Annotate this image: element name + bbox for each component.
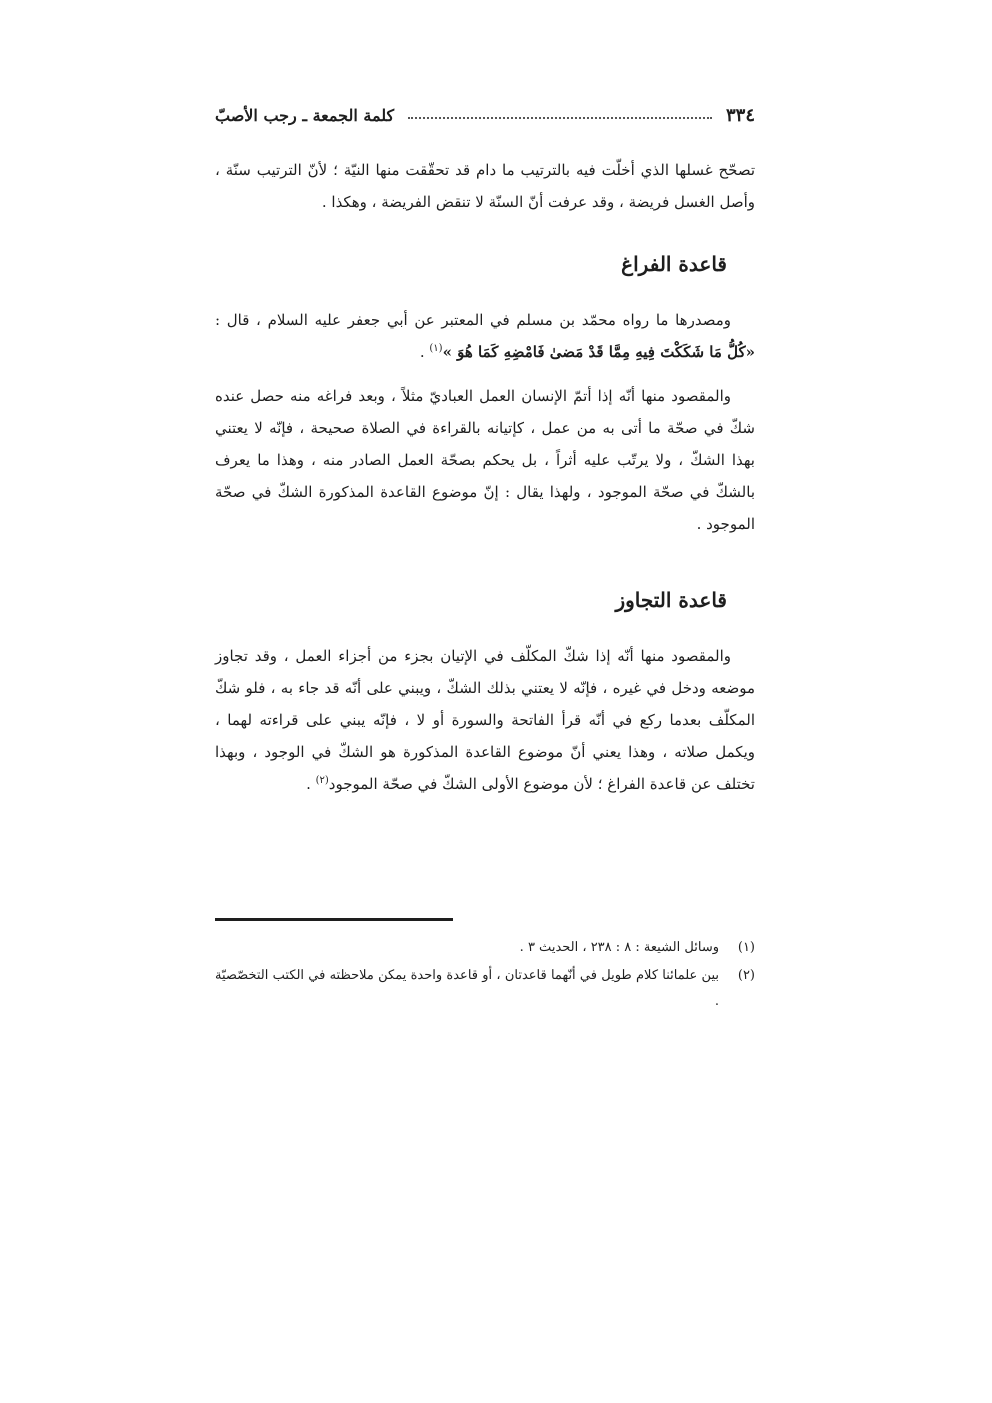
hadith-quote: «كُلُّ مَا شَكَكْتَ فِيهِ مِمَّا قَدْ مَضىٰ فَامْضِهِ كَمَا هُوَ » [442,343,755,361]
source-intro: ومصدرها ما رواه محمّد بن مسلم في المعتبر عن أبي جعفر عليه السلام ، قال : [215,311,731,329]
sentence-end: . [419,343,430,361]
paragraph-2 [215,304,755,368]
paragraph-4 [215,640,755,800]
footnote-ref-1[interactable]: (١) [429,343,443,354]
book-page [215,0,755,1403]
paragraph-text [215,304,755,368]
footnote-number: (٢) [737,968,755,983]
footnote-text: وسائل الشيعة : ٨ : ٢٣٨ ، الحديث ٣ . [519,940,719,955]
footnote-item [215,935,755,961]
footnote-divider [215,918,453,921]
page-number: ٣٣٤ [725,104,755,126]
page-header [215,100,755,130]
section-tajawuz [215,588,755,612]
paragraph-text: والمقصود منها أنّه إذا أتمّ الإنسان العمل العباديّ مثلاً ، وبعد فراغه منه حصل عنده شكّ في صحّة ما أتى به من عمل ، كإتيانه بالقراءة في الصلاة صحيحة ، فإنّه لا يعتني بهذا الشكّ ، ولا يرتّب عليه أثراً ، بل يحكم بصحّة العمل الصادر منه ، وهذا ما يعرف بالشكّ في صحّة الموجود ، ولهذا يقال : إنّ موضوع القاعدة المذكورة الشكّ في صحّة الموجود . [215,387,755,533]
sentence-end: . [306,775,316,793]
section-heading: قاعدة التجاوز [615,588,727,612]
paragraph-text [215,640,755,800]
footnote-ref-2[interactable]: (٢) [315,775,329,786]
paragraph-body: والمقصود منها أنّه إذا شكّ المكلّف في الإتيان بجزء من أجزاء العمل ، وقد تجاوز موضعه ودخل في غيره ، فإنّه لا يعتني بذلك الشكّ ، ويبني على أنّه قد جاء به ، فلو شكّ المكلّف بعدما ركع في أنّه قرأ الفاتحة والسورة أو لا ، فإنّه يبني على قراءته لهما ، ويكمل صلاته ، وهذا يعني أنّ موضوع القاعدة المذكورة هو الشكّ في الوجود ، وبهذا تختلف عن قاعدة الفراغ ؛ لأن موضوع الأولى الشكّ في صحّة الموجود [215,647,755,793]
header-leader-dots [408,117,712,119]
running-title: كلمة الجمعة ـ رجب الأصبّ [215,105,395,125]
footnote-number: (١) [737,940,755,955]
section-heading: قاعدة الفراغ [621,252,727,276]
section-faragh [215,252,755,276]
footnote-text: بين علمائنا كلام طويل في أنّهما قاعدتان ، أو قاعدة واحدة يمكن ملاحظته في الكتب التخصّصيّة . [215,968,719,1009]
paragraph-1 [215,154,755,218]
paragraph-text: تصحّح غسلها الذي أخلّت فيه بالترتيب ما دام قد تحقّقت منها النيّة ؛ لأنّ الترتيب سنّة ، وأصل الغسل فريضة ، وقد عرفت أنّ السنّة لا تنقض الفريضة ، وهكذا . [215,161,755,211]
paragraph-3 [215,380,755,540]
footnote-item [215,963,755,1015]
footnotes [215,935,755,1017]
